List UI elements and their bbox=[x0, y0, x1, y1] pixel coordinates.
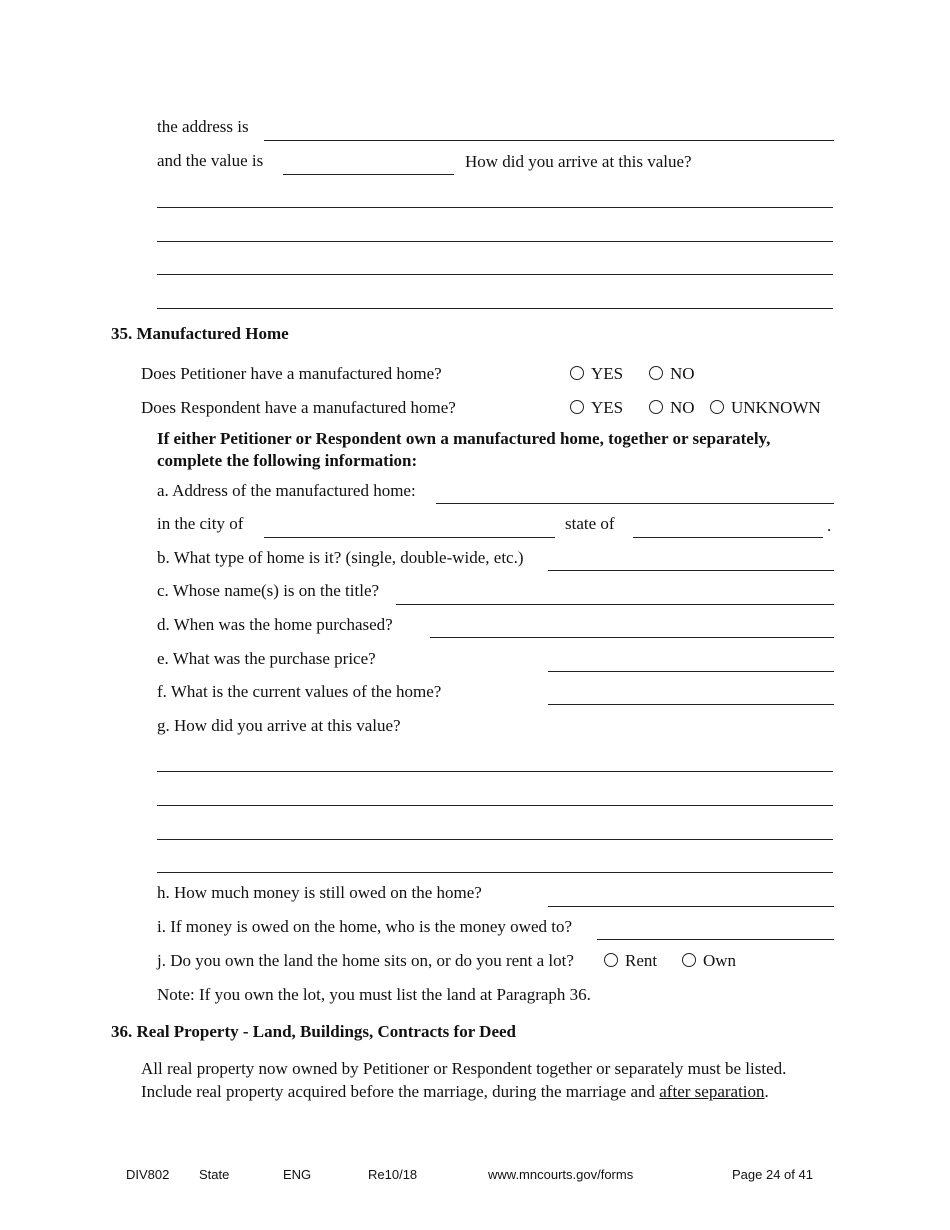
section-36-heading: 36. Real Property - Land, Buildings, Contracts for Deed bbox=[111, 1022, 517, 1041]
radio-icon bbox=[649, 366, 663, 380]
own-label: Own bbox=[703, 951, 737, 970]
address-label: the address is bbox=[157, 117, 249, 136]
paragraph-text: Include real property acquired before the marriage, during the marriage and bbox=[141, 1082, 660, 1101]
footer-form-id: DIV802 bbox=[126, 1167, 170, 1182]
value-explanation-line-2[interactable] bbox=[157, 805, 833, 806]
radio-icon bbox=[570, 400, 584, 414]
section-36-paragraph-line-1: All real property now owned by Petitioner or Respondent together or separately must be listed. bbox=[141, 1059, 787, 1078]
creditor-field[interactable] bbox=[597, 939, 834, 940]
rent-option[interactable] bbox=[604, 951, 657, 971]
radio-icon bbox=[710, 400, 724, 414]
petitioner-no-option[interactable] bbox=[649, 364, 695, 384]
value-field[interactable] bbox=[283, 174, 454, 175]
respondent-unknown-option[interactable] bbox=[710, 398, 821, 418]
instructions-line-1: If either Petitioner or Respondent own a manufactured home, together or separately, bbox=[157, 429, 771, 448]
footer-language: ENG bbox=[283, 1167, 312, 1182]
city-field[interactable] bbox=[264, 537, 555, 538]
value-explanation-line-3[interactable] bbox=[157, 839, 833, 840]
footer-revision: Re10/18 bbox=[368, 1167, 418, 1182]
item-d-label: d. When was the home purchased? bbox=[157, 615, 393, 634]
section-36-paragraph-line-2 bbox=[141, 1082, 769, 1102]
respondent-yes-option[interactable] bbox=[570, 398, 623, 418]
item-a-label: a. Address of the manufactured home: bbox=[157, 481, 416, 500]
value-explanation-line-4[interactable] bbox=[157, 872, 833, 873]
yes-label: YES bbox=[591, 364, 624, 383]
item-i-label: i. If money is owed on the home, who is the money owed to? bbox=[157, 917, 573, 936]
rent-label: Rent bbox=[625, 951, 658, 970]
item-f-label: f. What is the current values of the home? bbox=[157, 682, 442, 701]
footer-type: State bbox=[199, 1167, 230, 1182]
home-address-field[interactable] bbox=[436, 503, 834, 504]
radio-icon bbox=[570, 366, 584, 380]
paragraph-end: . bbox=[764, 1082, 769, 1101]
unknown-label: UNKNOWN bbox=[731, 398, 821, 417]
home-type-field[interactable] bbox=[548, 570, 834, 571]
item-e-label: e. What was the purchase price? bbox=[157, 649, 376, 668]
item-c-label: c. Whose name(s) is on the title? bbox=[157, 581, 380, 600]
radio-icon bbox=[682, 953, 696, 967]
item-h-label: h. How much money is still owed on the home? bbox=[157, 883, 482, 902]
instructions-line-2: complete the following information: bbox=[157, 451, 418, 470]
state-label: state of bbox=[565, 514, 615, 533]
footer-page-number: Page 24 of 41 bbox=[732, 1167, 813, 1182]
own-option[interactable] bbox=[682, 951, 736, 971]
value-explanation-line-1[interactable] bbox=[157, 771, 833, 772]
city-label: in the city of bbox=[157, 514, 244, 533]
note-text: Note: If you own the lot, you must list the land at Paragraph 36. bbox=[157, 985, 591, 1004]
after-separation-text: after separation bbox=[659, 1082, 765, 1101]
item-b-label: b. What type of home is it? (single, double-wide, etc.) bbox=[157, 548, 524, 567]
item-g-label: g. How did you arrive at this value? bbox=[157, 716, 401, 735]
no-label: NO bbox=[670, 364, 695, 383]
petitioner-question: Does Petitioner have a manufactured home? bbox=[141, 364, 442, 383]
value-label: and the value is bbox=[157, 151, 264, 170]
radio-icon bbox=[649, 400, 663, 414]
address-field[interactable] bbox=[264, 140, 834, 141]
purchase-date-field[interactable] bbox=[430, 637, 834, 638]
petitioner-yes-option[interactable] bbox=[570, 364, 623, 384]
no-label: NO bbox=[670, 398, 695, 417]
current-value-field[interactable] bbox=[548, 704, 834, 705]
explanation-line-4[interactable] bbox=[157, 308, 833, 309]
respondent-no-option[interactable] bbox=[649, 398, 695, 418]
section-35-heading: 35. Manufactured Home bbox=[111, 324, 289, 343]
radio-icon bbox=[604, 953, 618, 967]
explanation-line-1[interactable] bbox=[157, 207, 833, 208]
yes-label: YES bbox=[591, 398, 624, 417]
purchase-price-field[interactable] bbox=[548, 671, 834, 672]
how-value-label: How did you arrive at this value? bbox=[465, 152, 692, 171]
item-j-label: j. Do you own the land the home sits on, or do you rent a lot? bbox=[157, 951, 574, 970]
amount-owed-field[interactable] bbox=[548, 906, 834, 907]
period: . bbox=[827, 516, 832, 535]
footer-url: www.mncourts.gov/forms bbox=[488, 1167, 634, 1182]
explanation-line-2[interactable] bbox=[157, 241, 833, 242]
explanation-line-3[interactable] bbox=[157, 274, 833, 275]
title-names-field[interactable] bbox=[396, 604, 834, 605]
state-field[interactable] bbox=[633, 537, 823, 538]
respondent-question: Does Respondent have a manufactured home? bbox=[141, 398, 456, 417]
